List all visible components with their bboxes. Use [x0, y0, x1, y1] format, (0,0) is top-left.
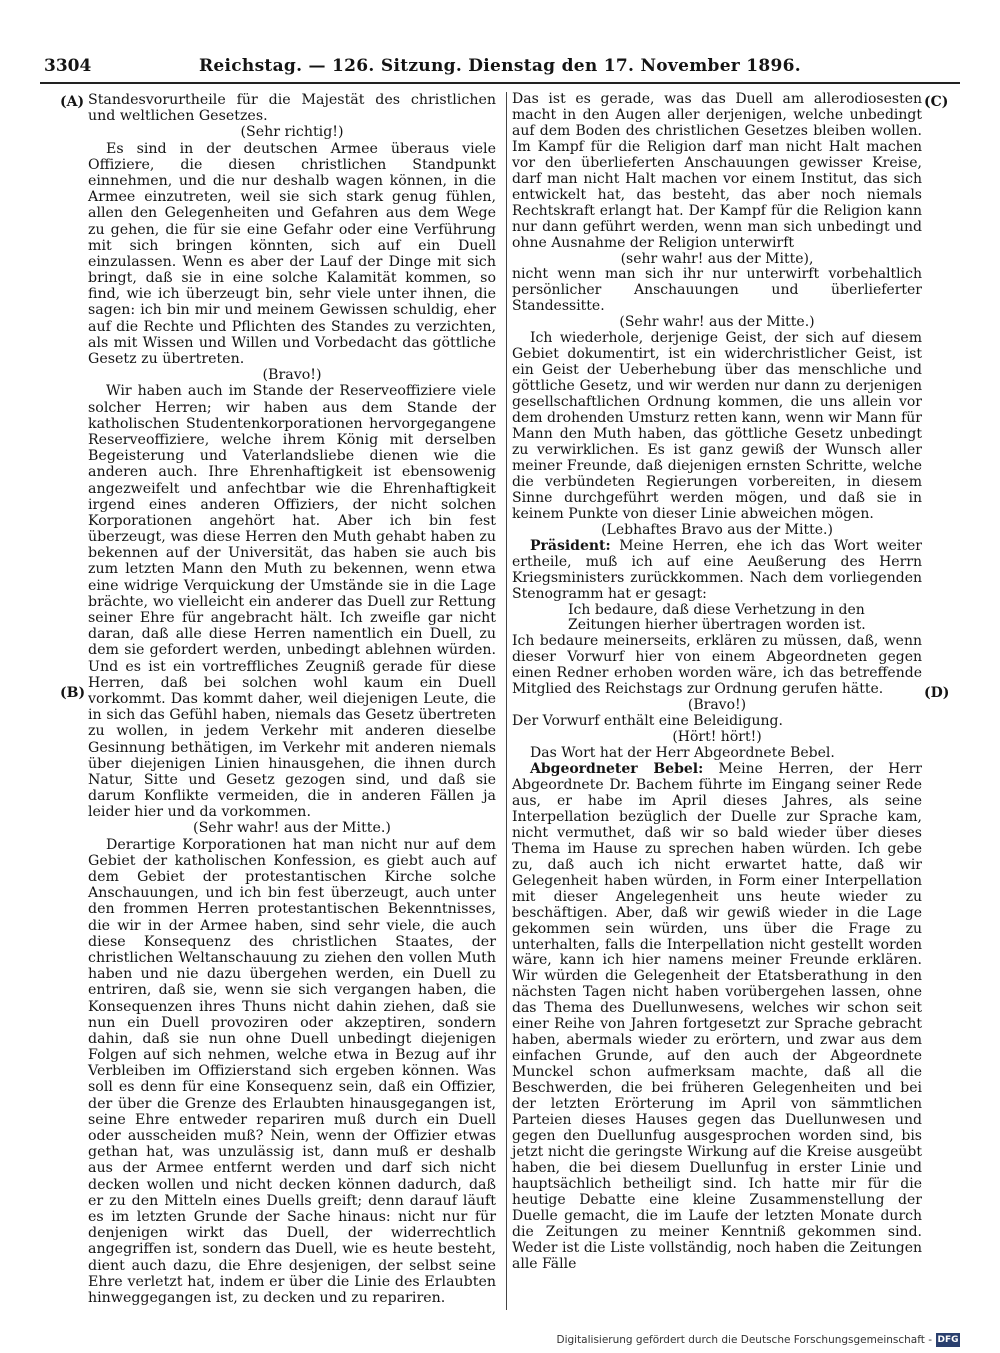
paragraph: Ich wiederhole, derjenige Geist, der sich auf diesem Gebiet dokumentirt, ist ein widerchristlicher Geist, ist ein Geist der Ueberhebung über das menschliche und göttliche Gesetz, und wir werden nur dann zu derjenigen gesellschaftlichen Ordnung kommen, die uns allein vor dem drohenden Umsturz retten kann, wenn wir Mann für Mann den Muth haben, das göttliche Gesetz unbedingt zu verwirklichen. Es ist ganz gewiß der Wunsch aller meiner Freunde, daß diejenigen ernsten Schritte, welche die verbündeten Regierungen vorbereiten, in diesem Sinne durchgeführt werden mögen, und daß sie in keinem Punkte von dieser Linie abweichen mögen. [512, 330, 922, 522]
dfg-logo: DFG [937, 1335, 959, 1345]
paragraph: Es sind in der deutschen Armee überaus viele Offiziere, die diesen christlichen Standpunkt einnehmen, und die nur deshalb wagen können, in die Armee einzutreten, weil sie sich stark genug fühlen, allen den Gelegenheiten und Gefahren aus dem Wege zu gehen, die für sie eine Gefahr oder eine Verführung mit sich bringen könnten, sich auf ein Duell einzulassen. Wenn es aber der Lauf der Dinge mit sich bringt, daß sie in eine solche Kalamität kommen, so find, wie ich überzeugt bin, sehr viele unter ihnen, die sagen: ich bin mir und meinem Gewissen schuldig, eher auf die Rechte und Pflichten des Standes zu verzichten, als mit Wissen und Willen und Vorbedacht das göttliche Gesetz zu übertreten. [88, 140, 496, 367]
margin-letter-c: (C) [924, 94, 949, 110]
paragraph: nicht wenn man sich ihr nur unterwirft vorbehaltlich persönlicher Anschauungen und überlieferter Standessitte. [512, 266, 922, 315]
margin-letter-d: (D) [924, 685, 950, 701]
left-column [88, 92, 496, 1306]
interjection: (Hört! hört!) [672, 729, 762, 746]
interjection: (Sehr wahr! aus der Mitte.) [619, 314, 815, 331]
page-header [38, 52, 962, 82]
speech-paragraph [512, 539, 922, 603]
paragraph: Das Wort hat der Herr Abgeordnete Bebel. [530, 745, 835, 762]
interjection: (Bravo!) [687, 697, 747, 714]
page-number: 3304 [44, 56, 92, 76]
right-column [512, 92, 922, 1273]
interjection: (Lebhaftes Bravo aus der Mitte.) [601, 521, 833, 538]
margin-letter-a: (A) [60, 94, 85, 110]
speaker-name: Abgeordneter Bebel: [530, 761, 704, 778]
running-title: Reichstag. — 126. Sitzung. Dienstag den 17. November 1896. [198, 56, 802, 76]
interjection: (Sehr wahr! aus der Mitte.) [193, 820, 391, 837]
interjection: (Bravo!) [262, 367, 322, 384]
footer [556, 1333, 960, 1349]
speech-paragraph [512, 762, 922, 1273]
paragraph: Das ist es gerade, was das Duell am allerodiosesten macht in den Augen aller derjenigen, welche unbedingt auf dem Boden des christlichen Gesetzes bleiben wollen. Im Kampf für die Religion darf man nicht Halt machen vor den überlieferten Anschauungen gewisser Kreise, darf man nicht Halt machen vor einem Institut, das sich entwickelt hat, das besteht, das aber noch niemals Rechtskraft erlangt hat. Der Kampf für die Religion kann nur dann geführt werden, wenn man sich unbedingt und ohne Ausnahme der Religion unterwirft [512, 91, 922, 251]
paragraph: Der Vorwurf enthält eine Beleidigung. [512, 713, 783, 730]
speaker-name: Präsident: [530, 537, 611, 554]
paragraph: Wir haben auch im Stande der Reserveoffiziere viele solcher Herren; wir haben aus dem Stande der katholischen Studentenkorporationen hervorgegangene Reserveoffiziere, welche ihrem König mit derselben Begeisterung und Vaterlandsliebe dienen wie die anderen auch. Ihre Ehrenhaftigkeit ist ebensowenig angezweifelt und anfechtbar wie die Ehrenhaftigkeit irgend eines anderen Offiziers, der nicht solchen Korporationen angehört hat. Aber ich bin fest überzeugt, was diese Herren den Muth gehabt haben zu bekennen auf der Universität, das haben sie auch bis zum letzten Mann den Muth zu bekennen, wenn etwa eine widrige Verquickung der Umstände sie in die Lage brächte, wo vielleicht ein anderer das Duell zur Rettung seiner Ehre für angebracht hält. Ich zweifle gar nicht daran, daß alle diese Herren namentlich ein Duell, zu dem sie gefordert werden, unbedingt ablehnen würden. Und es ist ein vortreffliches Zeugniß gerade für diese Herren, daß bei solchen wohl kaum ein Duell vorkommt. Das kommt daher, weil diejenigen Leute, die in sich das Gefühl haben, niemals das Gesetz übertreten zu wollen, in jedem Verkehr mit anderen dieselbe Gesinnung bethätigen, im Verkehr mit anderen niemals über diejenigen Linien hinausgehen, die ihnen durch Natur, Sitte und Gesetz gezogen sind, und daß sie darum Konflikte vermeiden, die in anderen Fällen ja leider hier und da vorkommen. [88, 383, 496, 821]
margin-letter-b: (B) [60, 685, 86, 701]
interjection: (sehr wahr! aus der Mitte), [620, 250, 814, 267]
column-divider [506, 92, 507, 1310]
footer-credit: Digitalisierung gefördert durch die Deutsche Forschungsgemeinschaft - [556, 1334, 932, 1346]
speech-text: Meine Herren, der Herr Abgeordnete Dr. Bachem führte im Eingang seiner Rede aus, er habe im April dieses Jahres, als seine Interpellation bezüglich der Duelle zur Sprache kam, nicht vermuthet, daß wir so bald wieder über dieses Thema im Hause zu sprechen haben würden. Ich gebe zu, daß auch ich nicht erwartet hatte, daß wir Gelegenheit haben würden, in Form einer Interpellation mit dieser Angelegenheit uns heute wieder zu beschäftigen. Aber, daß wir gewiß wieder in die Lage gekommen sein würden, uns über die Frage zu unterhalten, falls die Interpellation nicht gestellt worden wäre, kann ich hier namens meiner Freunde erklären. Wir würden die Gelegenheit der Etatsberathung in den nächsten Tagen nicht haben vorübergehen lassen, ohne das Thema des Duellunwesens, welches wir schon seit einer Reihe von Jahren fortgesetzt zur Sprache gebracht haben, abermals wieder zu erörtern, und zwar aus dem einfachen Grunde, auf den auch der Abgeordnete Munckel schon aufmerksam machte, daß all die Beschwerden, die bei früheren Gelegenheiten und bei der letzten Erörterung im April von sämmtlichen Parteien dieses Hauses gegen das Duellunwesen und gegen den Duellunfug ausgesprochen worden sind, bis jetzt nicht die geringste Wirkung auf die Kreise ausgeübt haben, die bei diesem Duellunfug in erster Linie und hauptsächlich betheiligt sind. Ich hatte mir für die heutige Debatte eine kleine Zusammenstellung der Duelle gemacht, die im Laufe der letzten Monate durch die Zeitungen zu meiner Kenntniß gekommen sind. Weder ist die Liste vollständig, noch haben die Zeitungen alle Fälle [512, 761, 923, 1272]
quotation: Ich bedaure, daß diese Verhetzung in den Zeitungen hierher übertragen worden ist. [568, 601, 866, 634]
speech-text: Meine Herren, ehe ich das Wort weiter ertheile, muß ich auf eine Aeußerung des Herrn Kriegsministers zurückkommen. Nach dem vorliegenden Stenogramm hat er gesagt: [512, 537, 922, 602]
paragraph: Ich bedaure meinerseits, erklären zu müssen, daß, wenn dieser Vorwurf hier von einem Abgeordneten gegen einen Redner erhoben worden wäre, ich das betreffende Mitglied des Reichstags zur Ordnung gerufen hätte. [512, 633, 922, 698]
paragraph: Derartige Korporationen hat man nicht nur auf dem Gebiet der katholischen Konfession, es giebt auch auf dem Gebiet der protestantischen Kirche solche Anschauungen, und ich bin fest überzeugt, auch unter den frommen Herren protestantischen Bekenntnisses, die wir in der Armee haben, sind sehr viele, die auch diese Konsequenz des christlichen Staates, der christlichen Weltanschauung zu ziehen den vollen Muth haben und nie dazu übergehen werden, ein Duell zu entriren, daß sie, wenn sie sich vergangen haben, die Konsequenzen ihres Thuns nicht dahin ziehen, daß sie nun ein Duell provoziren oder akzeptiren, sondern dahin, daß sie nun ohne Duell unbedingt diejenigen Folgen auf sich nehmen, welche etwa in Bezug auf ihr Verbleiben im Offizierstand sich ergeben können. Was soll es denn für eine Konsequenz sein, daß ein Offizier, der über die Grenze des Erlaubten hinausgegangen ist, seine Ehre entweder repariren muß durch ein Duell oder ausscheiden muß? Nein, wenn der Offizier etwas gethan hat, was unzulässig ist, dann muß er deshalb aus der Armee entfernt werden und darf sich nicht decken wollen und nicht decken können dadurch, daß er zu den Mitteln eines Duells greift; denn darauf läuft es im letzten Grunde der Sache hinaus: nicht nur für denjenigen wirkt das Duell, der widerrechtlich angegriffen ist, sondern das Duell, wie es heute besteht, dient auch dazu, die Ehre desjenigen, der selbst seine Ehre verletzt hat, indem er über die Linie des Erlaubten hinweggegangen ist, zu decken und zu repariren. [88, 836, 496, 1306]
paragraph: Standesvorurtheile für die Majestät des christlichen und weltlichen Gesetzes. [88, 92, 496, 125]
interjection: (Sehr richtig!) [240, 124, 344, 141]
header-rule [40, 82, 960, 84]
